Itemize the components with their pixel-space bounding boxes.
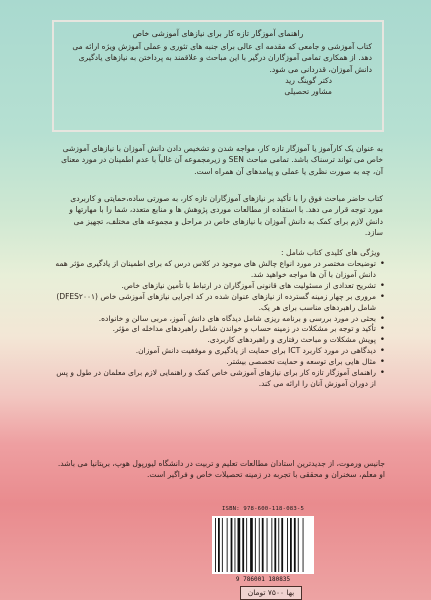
author-bio: جانیس ورموت، از جدیدترین استادان مطالعات تعلیم و تربیت در دانشگاه لیورپول هوپ، بریتانیا می باشد. او معلم، سخنران و محققی با تجربه در زمینه تحصیلات خاص و فراگیر است.: [57, 459, 385, 480]
description-paragraph: کتاب حاضر مباحث فوق را با تأکید بر نیازهای آموزگاران تازه کار، به صورتی ساده،حمایتی و کاربردی مورد توجه قرار می دهد. با استفاده از مطالعات موردی پژوهش ها و منابع متعدد، شما را با مهارتها و دانش لازم برای کمک به دانش آموزان با نیازهای خاص در مراحل و مجموعه های مختلف، تجهیز می سازد.: [69, 194, 383, 238]
feature-item: • توضیحات مختصر در مورد انواع چالش های موجود در کلاس درس که برای اطمینان از یادگیری مؤثر همه دانش آموزان با آن ها مواجه خواهید شد.: [55, 259, 385, 281]
endorsement-author: دکتر گوینگ رید: [285, 75, 332, 85]
feature-item: • مروری بر چهار زمینه گسترده از نیازهای عنوان شده در کد اجرایی نیازهای آموزشی خاص (DFES۲۰۰۱) شامل راهبردهای مناسب برای هر یک.: [55, 292, 385, 314]
feature-item: • پویش مشکلات و مباحث رفتاری و راهبردهای کاربردی.: [55, 335, 385, 346]
barcode-number: 9 786001 180835: [235, 576, 291, 583]
endorsement-text: کتاب آموزشی و جامعی که مقدمه ای عالی برای جنبه های تئوری و عملی آموزش ویژه ارائه می دهد. از همکاری تمامی آموزگاران درگیر با این مباحث و علاقمند به پرداختن به نیازهای یادگیری دانش آموزان، قدردانی می شود.: [72, 42, 372, 74]
feature-item: • بحثی در مورد بررسی و برنامه ریزی شامل دیدگاه های دانش آموز، مربی سالن و خانواده.: [55, 314, 385, 325]
feature-item: • تأکید و توجه بر مشکلات در زمینه حساب و خواندن شامل راهبردهای مداخله ای مؤثر.: [55, 324, 385, 335]
feature-item: • دیدگاهی در مورد کاربرد ICT برای حمایت از یادگیری و موفقیت دانش آموزان.: [55, 346, 385, 357]
intro-paragraph: به عنوان یک کارآموز یا آموزگار تازه کار، مواجه شدن و تشخیص دادن دانش آموزان با نیازهای آموزشی خاص می تواند ترسناک باشد. تمامی مباحث SEN و زیرمجموعه آن غالباً با عدم اطمینان در مورد معنای آن، چه به صورت نظری یا عملی و پیامدهای آن همراه است.: [61, 144, 383, 176]
barcode-icon: [212, 516, 314, 574]
feature-item: • مثال هایی برای توسعه و حمایت تخصصی بیشتر.: [55, 357, 385, 368]
endorsement-title: راهنمای آموزگار تازه کار برای نیازهای آموزشی خاص: [132, 29, 304, 38]
endorsement-box: [52, 20, 384, 132]
isbn-text: ISBN: 978-600-118-083-5: [221, 506, 305, 512]
price-label: بها ۷۵۰۰ تومان: [240, 586, 302, 600]
feature-item: • راهنمای آموزگار تازه کار برای نیازهای آموزشی خاص کمک و راهنمایی لازم برای معلمان در طول و پس از دوران آموزش آنان را ارائه می کند.: [55, 368, 385, 390]
features-heading: ویژگی های کلیدی کتاب شامل :: [280, 248, 380, 257]
features-list: [55, 259, 385, 390]
feature-item: • تشریح تعدادی از مسئولیت های قانونی آموزگاران در ارتباط با تأمین نیازهای خاص.: [55, 281, 385, 292]
endorsement-role: مشاور تحصیلی: [284, 86, 332, 96]
